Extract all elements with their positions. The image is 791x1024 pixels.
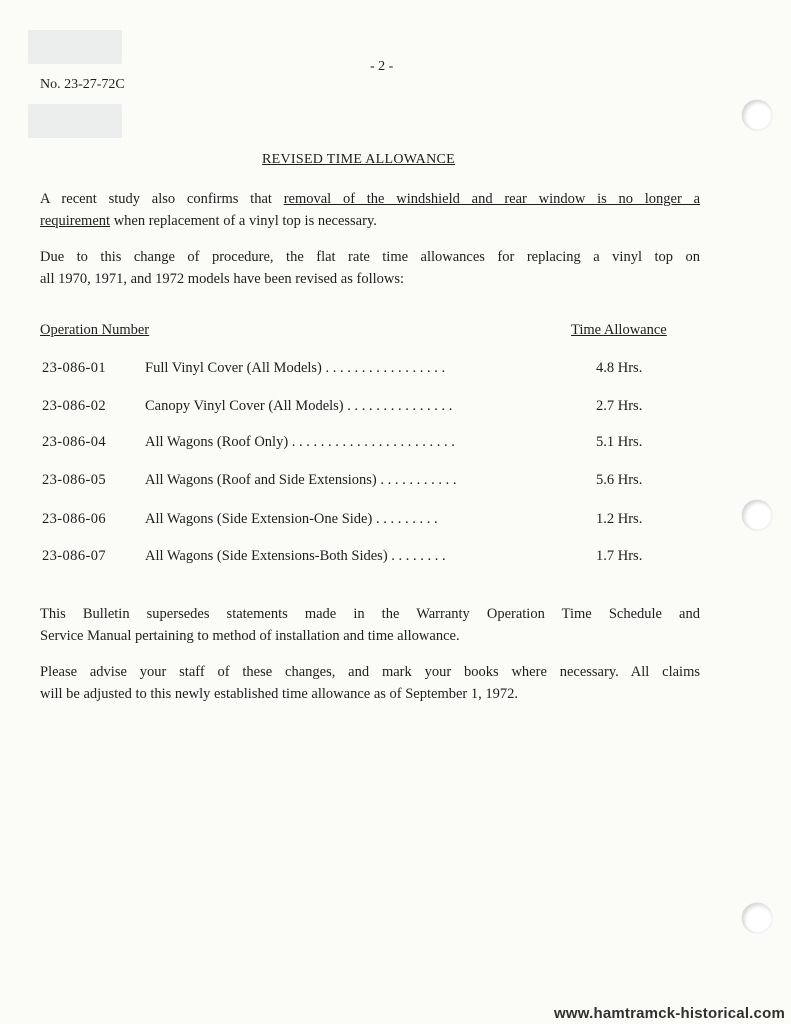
time-allowance: 1.2 Hrs. (596, 511, 643, 527)
operation-code: 23-086-01 (42, 360, 107, 376)
underlined-requirement-1: removal of the windshield and rear window is no longer a (283, 191, 700, 207)
time-allowance: 4.8 Hrs. (596, 360, 643, 376)
table-row (0, 472, 791, 494)
punch-hole-bottom (742, 903, 772, 933)
paragraph-procedure-line1: Due to this change of procedure, the flat rate time allowances for replacing a vinyl top on (40, 249, 700, 265)
table-row (0, 398, 791, 420)
column-header-operation: Operation Number (40, 322, 150, 338)
operation-code: 23-086-04 (42, 434, 107, 450)
operation-description: Canopy Vinyl Cover (All Models) . . . . . . . . . . . . . . . (145, 398, 453, 414)
operation-description: All Wagons (Side Extensions-Both Sides) . . . . . . . . (145, 548, 446, 564)
paragraph-procedure (40, 246, 700, 290)
site-watermark: www.hamtramck-historical.com (554, 1005, 785, 1022)
operation-code: 23-086-02 (42, 398, 107, 414)
paragraph-advise (40, 661, 700, 705)
punch-hole-top (742, 100, 772, 130)
underlined-requirement-2: requirement (40, 213, 111, 229)
study-text: A recent study also confirms that (40, 191, 284, 207)
paragraph-supersedes (40, 603, 700, 647)
table-row (0, 360, 791, 382)
operation-code: 23-086-07 (42, 548, 107, 564)
table-row (0, 511, 791, 533)
paragraph-study-line2 (40, 210, 700, 232)
study-text-end: when replacement of a vinyl top is necessary. (110, 213, 377, 229)
page-number: - 2 - (370, 59, 394, 74)
bleed-through-logo-top (28, 30, 122, 64)
paragraph-advise-line2: will be adjusted to this newly established time allowance as of September 1, 1972. (40, 686, 518, 702)
operation-description: All Wagons (Roof and Side Extensions) . . . . . . . . . . . (145, 472, 457, 488)
paragraph-advise-line1: Please advise your staff of these changes, and mark your books where necessary. All claims (40, 664, 700, 680)
paragraph-study-line1 (40, 188, 700, 210)
operation-code: 23-086-06 (42, 511, 107, 527)
bleed-through-logo-bottom (28, 104, 122, 138)
column-header-time: Time Allowance (571, 322, 667, 338)
operation-description: All Wagons (Roof Only) . . . . . . . . . . . . . . . . . . . . . . . (145, 434, 455, 450)
operation-code: 23-086-05 (42, 472, 107, 488)
table-row (0, 434, 791, 456)
bulletin-number: No. 23-27-72C (40, 77, 125, 92)
paragraph-supersedes-line1: This Bulletin supersedes statements made in the Warranty Operation Time Schedule and (40, 606, 700, 622)
time-allowance: 5.6 Hrs. (596, 472, 643, 488)
time-allowance: 5.1 Hrs. (596, 434, 643, 450)
section-heading: REVISED TIME ALLOWANCE (262, 152, 455, 167)
paragraph-procedure-line2: all 1970, 1971, and 1972 models have been revised as follows: (40, 271, 405, 287)
operation-description: Full Vinyl Cover (All Models) . . . . . . . . . . . . . . . . . (145, 360, 446, 376)
operation-description: All Wagons (Side Extension-One Side) . . . . . . . . . (145, 511, 438, 527)
paragraph-supersedes-line2: Service Manual pertaining to method of installation and time allowance. (40, 628, 460, 644)
time-allowance: 2.7 Hrs. (596, 398, 643, 414)
table-row (0, 548, 791, 570)
paragraph-study (40, 188, 700, 232)
time-allowance: 1.7 Hrs. (596, 548, 643, 564)
